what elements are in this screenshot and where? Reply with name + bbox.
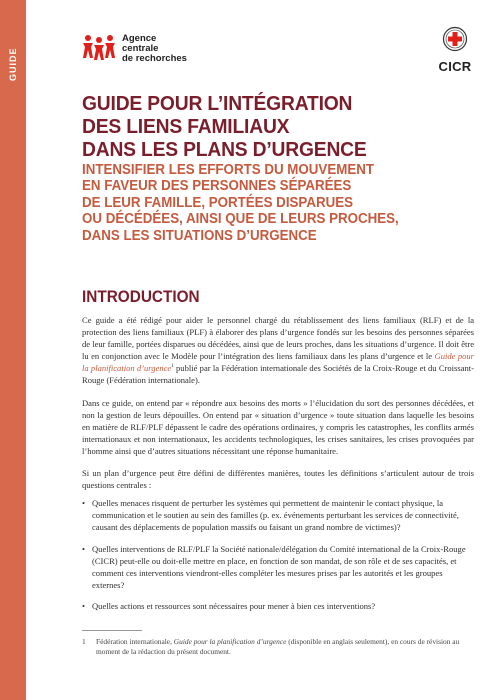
subtitle-line: DANS LES SITUATIONS D’URGENCE <box>82 227 317 244</box>
agence-centrale-logo <box>82 34 187 64</box>
subtitle-line: EN FAVEUR DES PERSONNES SÉPARÉES <box>82 178 352 195</box>
paragraph-text: Ce guide a été rédigé pour aider le personnel chargé du rétablissement des liens familiaux (RLF) et de la protection des liens familiaux (PLF) à élaborer des plans d’urgence fondés sur les besoins des personnes séparées de leur famille, portées disparues ou décédées, ainsi que de leurs proches, dans les situations d’urgence. Il doit être lu en conjonction avec le Modèle pour l’intégration des liens familiaux dans les plans d’urgence et le <box>82 315 474 362</box>
paragraph-questions: Si un plan d’urgence peut être défini de différentes manières, toutes les définitions s’articulent autour de trois questions centrales : <box>82 468 474 491</box>
icrc-acronym: CICR <box>438 59 472 74</box>
paragraph-text: publié par la Fédération internationale des Sociétés de la Croix-Rouge et du Croissant-Rouge (Fédération internationale). <box>82 363 474 386</box>
people-figures-icon <box>82 34 116 62</box>
paragraph-intro <box>82 314 474 387</box>
planning-guide-link[interactable]: Guide pour la planification d’urgence <box>82 351 475 374</box>
footnote-number: 1 <box>82 637 86 646</box>
footnote-ref[interactable]: 1 <box>171 364 174 370</box>
questions-list <box>82 497 474 612</box>
footnote-text <box>96 637 462 657</box>
logo-line: de rechorches <box>122 53 187 64</box>
body-text <box>82 314 474 621</box>
side-tab <box>0 0 26 700</box>
icrc-logo <box>435 26 475 74</box>
footnote-text-start: Fédération internationale, <box>96 637 174 646</box>
subtitle-line: INTENSIFIER LES EFFORTS DU MOUVEMENT <box>82 162 375 178</box>
list-item: • Quelles interventions de RLF/PLF la Société nationale/délégation du Comité international de la Croix-Rouge (CICR) peut-elle ou doit-elle mettre en place, en fonction de son mandat, de son rôle et de ses capacités, et comment ces interventions viendront-elles compléter les mesures prises par les autorités et les groupes externes? <box>82 543 474 591</box>
title-line: DES LIENS FAMILIAUX <box>82 115 290 138</box>
list-item: • Quelles actions et ressources sont nécessaires pour mener à bien ces interventions? <box>82 600 474 612</box>
red-cross-emblem-icon <box>442 26 468 52</box>
subtitle-line: OU DÉCÉDÉES, AINSI QUE DE LEURS PROCHES, <box>82 211 399 228</box>
section-heading: INTRODUCTION <box>82 288 200 306</box>
list-item: • Quelles menaces risquent de perturber les systèmes qui permettent de maintenir le contact physique, la communication et le soutien au sein des familles (p. ex. événements perturbant les services de connectivité, causant des déplacements de population massifs ou faisant un grand nombre de victimes)? <box>82 497 474 533</box>
document-title <box>82 92 458 161</box>
logo-line: Agence <box>122 33 157 44</box>
subtitle-line: DE LEUR FAMILLE, PORTÉES DISPARUES <box>82 194 354 211</box>
agence-centrale-text <box>122 34 187 64</box>
document-subtitle <box>82 162 450 244</box>
paragraph-definitions: Dans ce guide, on entend par « répondre aux besoins des morts » l’élucidation du sort des personnes décédées, et non la gestion de leurs dépouilles. On entend par « situation d’urgence » toute situation dans laquelle les besoins en matière de RLF/PLF dépassent le cadre des opérations ordinaires, y compris les catastrophes, les conflits armés internationaux et non internationaux, les accidents technologiques, les crises sanitaires, les crises provoquées par l’homme ainsi que d’autres situations nécessitant une réponse humanitaire. <box>82 397 474 456</box>
footnote-text-end: (disponible en anglais seulement), en cours de révision au moment de la rédaction du présent document. <box>96 637 460 656</box>
footnote <box>82 637 462 657</box>
footnote-title: Guide pour la planification d’urgence <box>173 637 287 646</box>
logo-line: centrale <box>122 43 159 54</box>
title-line: GUIDE POUR L’INTÉGRATION <box>82 92 353 115</box>
side-tab-label: GUIDE <box>8 47 18 81</box>
title-line: DANS LES PLANS D’URGENCE <box>82 138 367 161</box>
footnote-divider <box>82 630 142 631</box>
